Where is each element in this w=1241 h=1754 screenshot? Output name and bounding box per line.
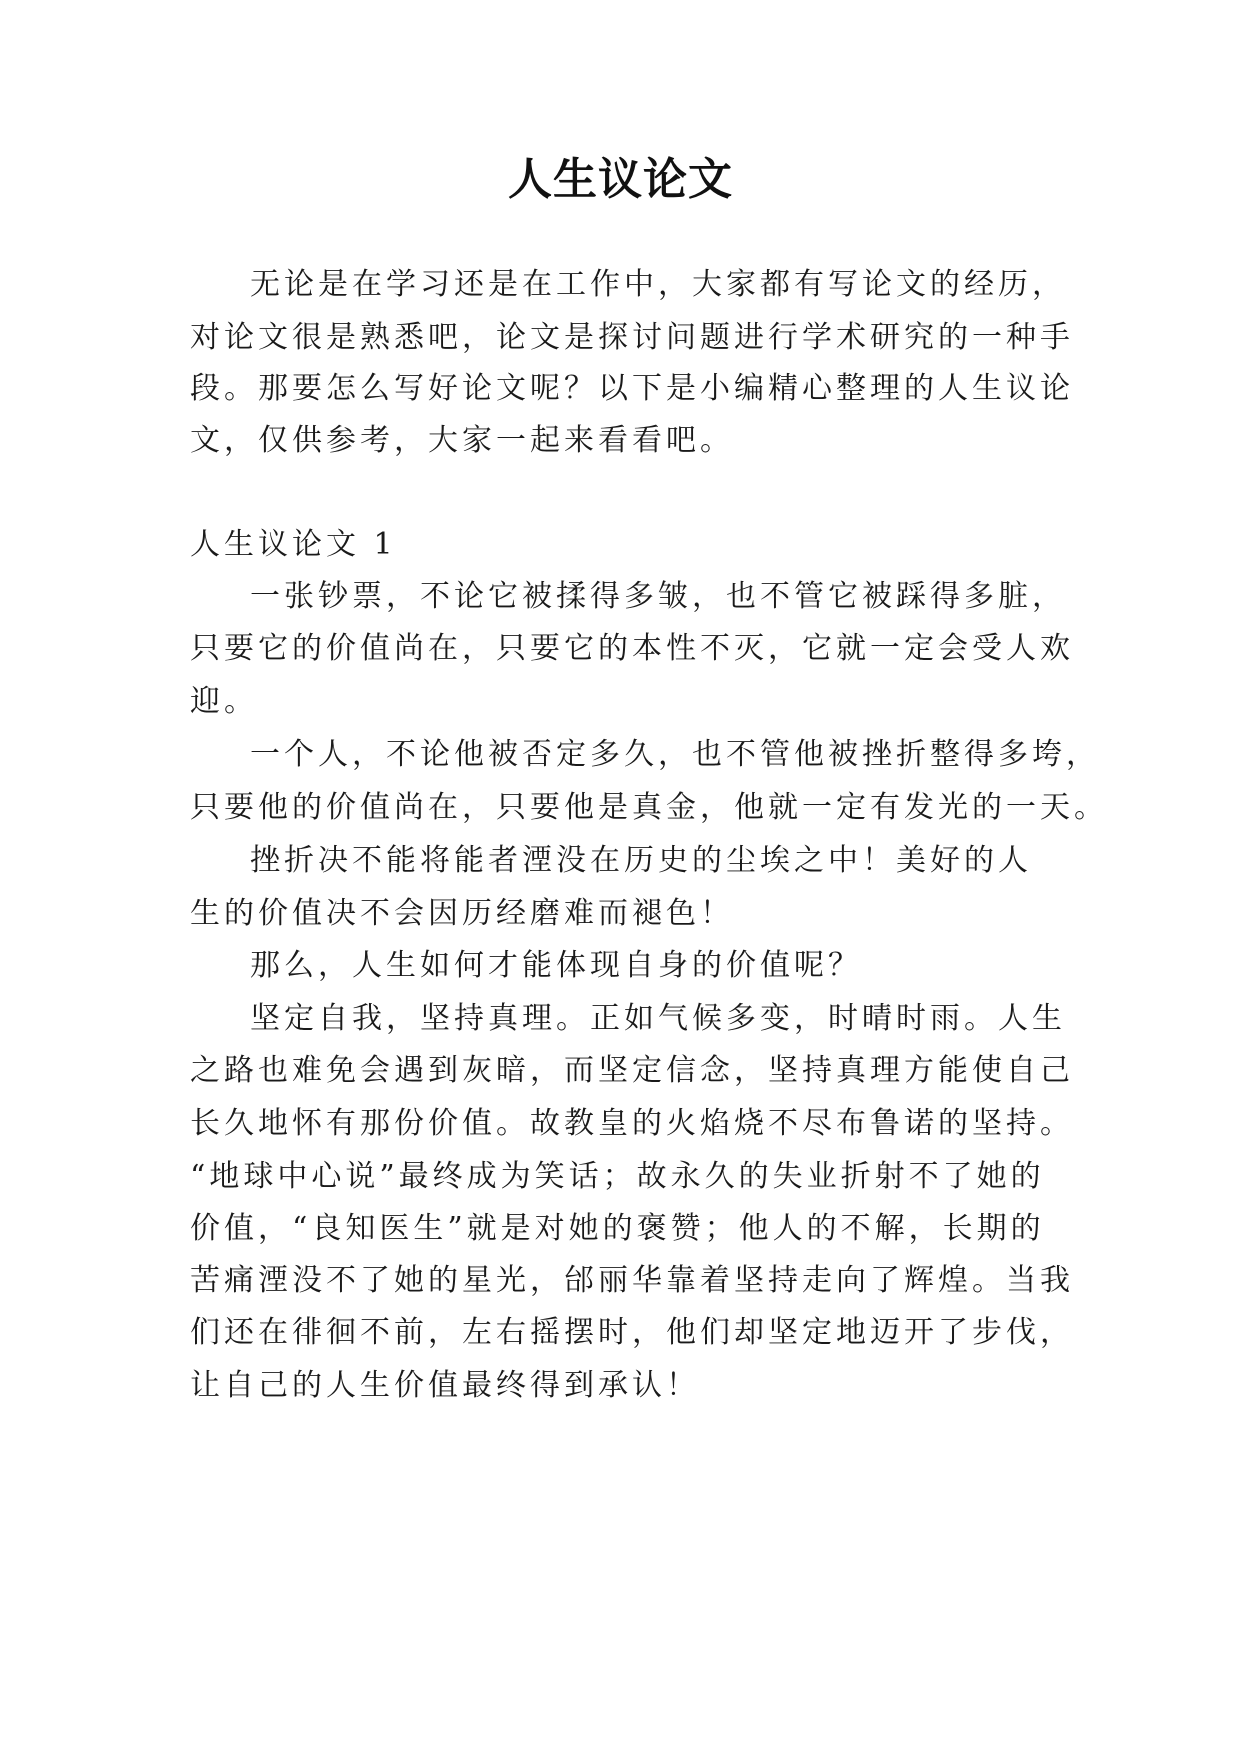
paragraph-line: “地球中心说”最终成为笑话；故永久的失业折射不了她的 xyxy=(190,1159,1045,1194)
intro-line-1: 无论是在学习还是在工作中，大家都有写论文的经历， xyxy=(250,267,1066,302)
paragraph-line: 们还在徘徊不前，左右摇摆时，他们却坚定地迈开了步伐， xyxy=(190,1315,1074,1350)
paragraph-line: 坚定自我，坚持真理。正如气候多变，时晴时雨。人生 xyxy=(250,1001,1066,1036)
paragraph-line: 迎。 xyxy=(190,684,258,719)
paragraph-line: 生的价值决不会因历经磨难而褪色！ xyxy=(190,896,734,931)
paragraph-line: 那么，人生如何才能体现自身的价值呢？ xyxy=(250,948,862,983)
document-title: 人生议论文 xyxy=(508,154,733,205)
paragraph-line: 让自己的人生价值最终得到承认！ xyxy=(190,1368,700,1403)
paragraph-line: 之路也难免会遇到灰暗，而坚定信念，坚持真理方能使自己 xyxy=(190,1053,1074,1088)
paragraph-line: 挫折决不能将能者湮没在历史的尘埃之中！美好的人 xyxy=(250,843,1032,878)
intro-line-4: 文，仅供参考，大家一起来看看吧。 xyxy=(190,423,734,458)
intro-line-3: 段。那要怎么写好论文呢？以下是小编精心整理的人生议论 xyxy=(190,371,1074,406)
paragraph-line: 一张钞票，不论它被揉得多皱，也不管它被踩得多脏， xyxy=(250,579,1066,614)
section-heading: 人生议论文 1 xyxy=(190,527,397,562)
paragraph-line: 苦痛湮没不了她的星光，邰丽华靠着坚持走向了辉煌。当我 xyxy=(190,1263,1074,1298)
paragraph-line: 只要它的价值尚在，只要它的本性不灭，它就一定会受人欢 xyxy=(190,631,1074,666)
paragraph-line: 一个人，不论他被否定多久，也不管他被挫折整得多垮， xyxy=(250,737,1100,772)
paragraph-line: 只要他的价值尚在，只要他是真金，他就一定有发光的一天。 xyxy=(190,790,1108,825)
paragraph-line: 价值，“良知医生”就是对她的褒赞；他人的不解，长期的 xyxy=(190,1211,1045,1246)
paragraph-line: 长久地怀有那份价值。故教皇的火焰烧不尽布鲁诺的坚持。 xyxy=(190,1106,1074,1141)
intro-line-2: 对论文很是熟悉吧，论文是探讨问题进行学术研究的一种手 xyxy=(190,320,1074,355)
